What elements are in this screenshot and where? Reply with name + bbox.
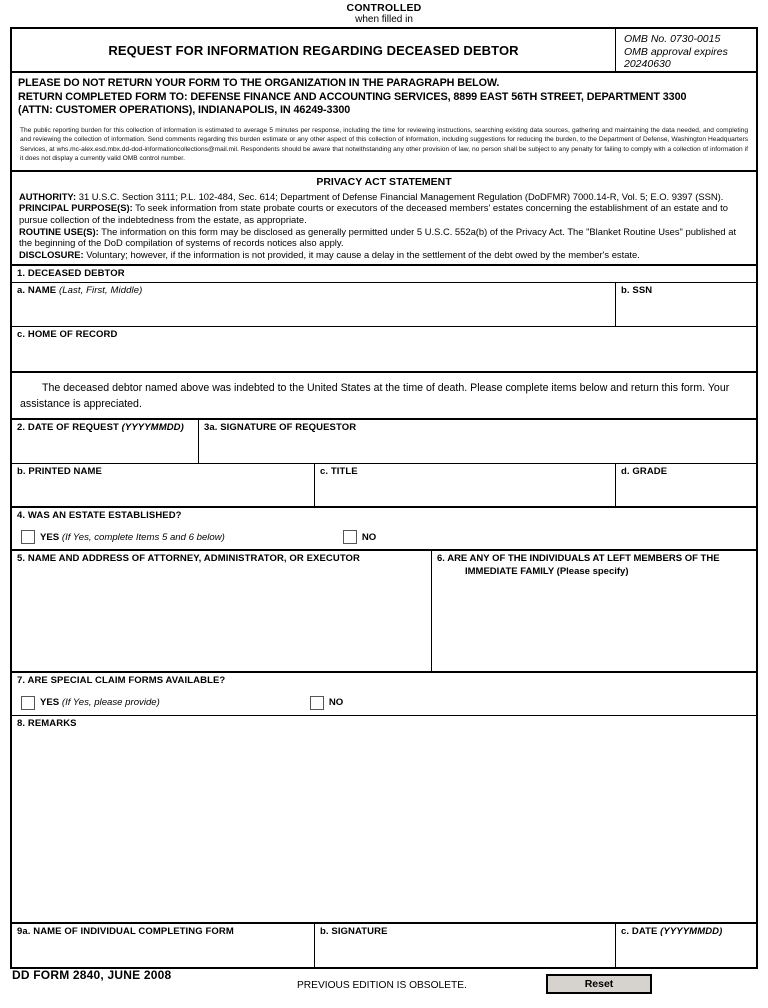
ssn-field[interactable]	[616, 283, 756, 326]
completing-date-hint: (YYYYMMDD)	[660, 926, 723, 938]
authority-label: AUTHORITY:	[19, 190, 77, 202]
burden-statement	[12, 121, 756, 172]
section-7-header	[12, 673, 756, 690]
principal-purpose-label: PRINCIPAL PURPOSE(S):	[19, 202, 133, 214]
omb-info-cell	[616, 29, 756, 71]
section-1-heading-cell	[12, 266, 756, 282]
home-of-record-label: c. HOME OF RECORD	[17, 329, 118, 341]
grade-label: d. GRADE	[621, 466, 668, 478]
immediate-family-label-line-2: IMMEDIATE FAMILY	[465, 565, 555, 577]
estate-established-yes-label: YES	[40, 531, 60, 543]
section-4-checkbox-row	[12, 525, 756, 551]
section-7-question: 7. ARE SPECIAL CLAIM FORMS AVAILABLE?	[17, 675, 226, 687]
estate-established-yes-checkbox[interactable]	[21, 530, 35, 544]
title-label: c. TITLE	[320, 466, 358, 478]
authority-text: 31 U.S.C. Section 3111; P.L. 102-484, Sec. 614; Department of Defense Financial Management Regulation (DoDFMR) 7000.14-R, Vol. 5; E.O. 9397 (SSN).	[78, 190, 724, 202]
completing-date-label: c. DATE	[621, 926, 658, 938]
principal-purpose-text: To seek information from state probate courts or executors of the deceased members' estates concerning the establishment of an estate and to pursue collection of the indebtedness from the estate, as appropriate.	[19, 202, 728, 226]
form-title-cell	[12, 29, 616, 71]
completing-date-label-group	[621, 926, 756, 938]
signature-of-requestor-label: 3a. SIGNATURE OF REQUESTOR	[204, 422, 357, 434]
debtor-statement-text: The deceased debtor named above was indebted to the United States at the time of death. Please complete items below and return this form. Your assistance is appreciated.	[20, 382, 730, 411]
remarks-field[interactable]	[12, 716, 756, 922]
date-of-request-label-group	[17, 422, 198, 434]
date-of-request-field[interactable]	[12, 420, 199, 463]
privacy-act-principal-purpose	[19, 202, 749, 225]
omb-expires-label: OMB approval expires	[624, 45, 728, 58]
special-claim-forms-yes-text	[40, 697, 160, 708]
page-title: REQUEST FOR INFORMATION REGARDING DECEASED DEBTOR	[108, 42, 519, 58]
special-claim-forms-yes-checkbox[interactable]	[21, 696, 35, 710]
title-field[interactable]	[315, 464, 616, 506]
privacy-act-heading: PRIVACY ACT STATEMENT	[316, 175, 452, 188]
section-1-header	[12, 266, 756, 283]
routine-use-text: The information on this form may be disclosed as generally permitted under 5 U.S.C. 552a(b) of the Privacy Act. The "Blanket Routine Uses" published at the beginning of the DoD compilation of systems of records notices also apply.	[19, 225, 737, 249]
completing-person-row	[12, 924, 756, 967]
title-row	[12, 29, 756, 73]
signature-of-requestor-field[interactable]	[199, 420, 756, 463]
completing-date-field[interactable]	[616, 924, 756, 967]
home-of-record-field[interactable]	[12, 327, 756, 371]
completing-signature-field[interactable]	[315, 924, 616, 967]
name-hint: (Last, First, Middle)	[58, 285, 143, 297]
privacy-act-routine-use	[19, 226, 749, 249]
grade-field[interactable]	[616, 464, 756, 506]
disclosure-text: Voluntary; however, if the information is not provided, it may cause a delay in the settlement of the debt owed by the member's estate.	[86, 248, 640, 260]
name-label-group	[17, 285, 615, 297]
completing-name-field[interactable]	[12, 924, 315, 967]
controlled-label: CONTROLLED	[346, 2, 422, 14]
special-claim-forms-yes-hint: (If Yes, please provide)	[61, 697, 160, 709]
form-footer	[0, 966, 768, 1008]
immediate-family-hint: (Please specify)	[556, 565, 629, 577]
disclosure-label: DISCLOSURE:	[19, 248, 84, 260]
form-number: DD FORM 2840, JUNE 2008	[12, 968, 172, 982]
estate-established-yes-text	[40, 532, 225, 543]
section-7-checkbox-row	[12, 690, 756, 716]
date-of-request-label: 2. DATE OF REQUEST	[17, 422, 119, 434]
date-signature-row	[12, 420, 756, 464]
immediate-family-label-line-1: 6. ARE ANY OF THE INDIVIDUALS AT LEFT MEMBERS OF THE	[437, 553, 720, 565]
printed-name-field[interactable]	[12, 464, 315, 506]
name-field[interactable]	[12, 283, 616, 326]
privacy-act-statement	[12, 172, 756, 267]
ssn-label: b. SSN	[621, 285, 653, 297]
special-claim-forms-no-checkbox[interactable]	[310, 696, 324, 710]
return-instruction-line-2: RETURN COMPLETED FORM TO: DEFENSE FINANCE AND ACCOUNTING SERVICES, 8899 EAST 56TH STREET, DEPARTMENT 3300	[18, 90, 687, 103]
section-7-question-cell	[12, 673, 756, 690]
special-claim-forms-no-label: NO	[328, 697, 344, 709]
special-claim-forms-yes-label: YES	[40, 697, 60, 709]
routine-use-label: ROUTINE USE(S):	[19, 225, 99, 237]
requestor-details-row	[12, 464, 756, 508]
section-4-question: 4. WAS AN ESTATE ESTABLISHED?	[17, 510, 182, 522]
estate-established-yes-hint: (If Yes, complete Items 5 and 6 below)	[61, 531, 225, 543]
estate-established-no-label: NO	[361, 531, 377, 543]
completing-name-label: 9a. NAME OF INDIVIDUAL COMPLETING FORM	[17, 926, 234, 938]
previous-edition-notice: PREVIOUS EDITION IS OBSOLETE.	[297, 980, 467, 991]
attorney-family-row	[12, 551, 756, 673]
section-4-header	[12, 508, 756, 525]
form-body	[10, 27, 758, 969]
section-1-heading: 1. DECEASED DEBTOR	[17, 268, 125, 280]
reset-button[interactable]: Reset	[546, 974, 652, 994]
return-instruction-line-1: PLEASE DO NOT RETURN YOUR FORM TO THE ORGANIZATION IN THE PARAGRAPH BELOW.	[18, 77, 500, 89]
section-4-question-cell	[12, 508, 756, 525]
debtor-statement	[12, 373, 756, 420]
omb-expires-date: 20240630	[624, 58, 671, 70]
controlled-sublabel: when filled in	[355, 14, 413, 25]
attorney-address-field[interactable]	[12, 551, 432, 671]
remarks-row	[12, 716, 756, 924]
omb-number: OMB No. 0730-0015	[624, 33, 721, 45]
remarks-label: 8. REMARKS	[17, 718, 77, 730]
return-instructions	[12, 73, 756, 121]
return-instruction-line-3: (ATTN: CUSTOMER OPERATIONS), INDIANAPOLIS, IN 46249-3300	[18, 104, 351, 116]
estate-established-no-checkbox[interactable]	[343, 530, 357, 544]
burden-statement-text: The public reporting burden for this collection of information is estimated to average 5 minutes per response, including the time for reviewing instructions, searching existing data sources, gathering and maintaining the data needed, and completing and reviewing the collection of information. Send comments regarding this burden estimate or any other aspect of this collection of information, including suggestions for reducing the burden, to the Department of Defense, Washington Headquarters Services, at whs.mc-alex.esd.mbx.dd-dod-informationcollections@mail.mil. Respondents should be aware that notwithstanding any other provision of law, no person shall be subject to any penalty for failing to comply with a collection of information if it does not display a currently valid OMB control number.	[20, 126, 748, 163]
completing-signature-label: b. SIGNATURE	[320, 926, 388, 938]
printed-name-label: b. PRINTED NAME	[17, 466, 102, 478]
attorney-address-label: 5. NAME AND ADDRESS OF ATTORNEY, ADMINISTRATOR, OR EXECUTOR	[17, 553, 360, 565]
privacy-act-disclosure	[19, 249, 749, 261]
controlled-marking	[0, 0, 768, 26]
privacy-act-authority	[19, 191, 749, 203]
immediate-family-field[interactable]	[432, 551, 756, 671]
name-label: a. NAME	[17, 285, 57, 297]
deceased-name-row	[12, 283, 756, 327]
home-of-record-row	[12, 327, 756, 373]
date-of-request-hint: (YYYYMMDD)	[121, 422, 184, 434]
immediate-family-label	[437, 553, 756, 578]
